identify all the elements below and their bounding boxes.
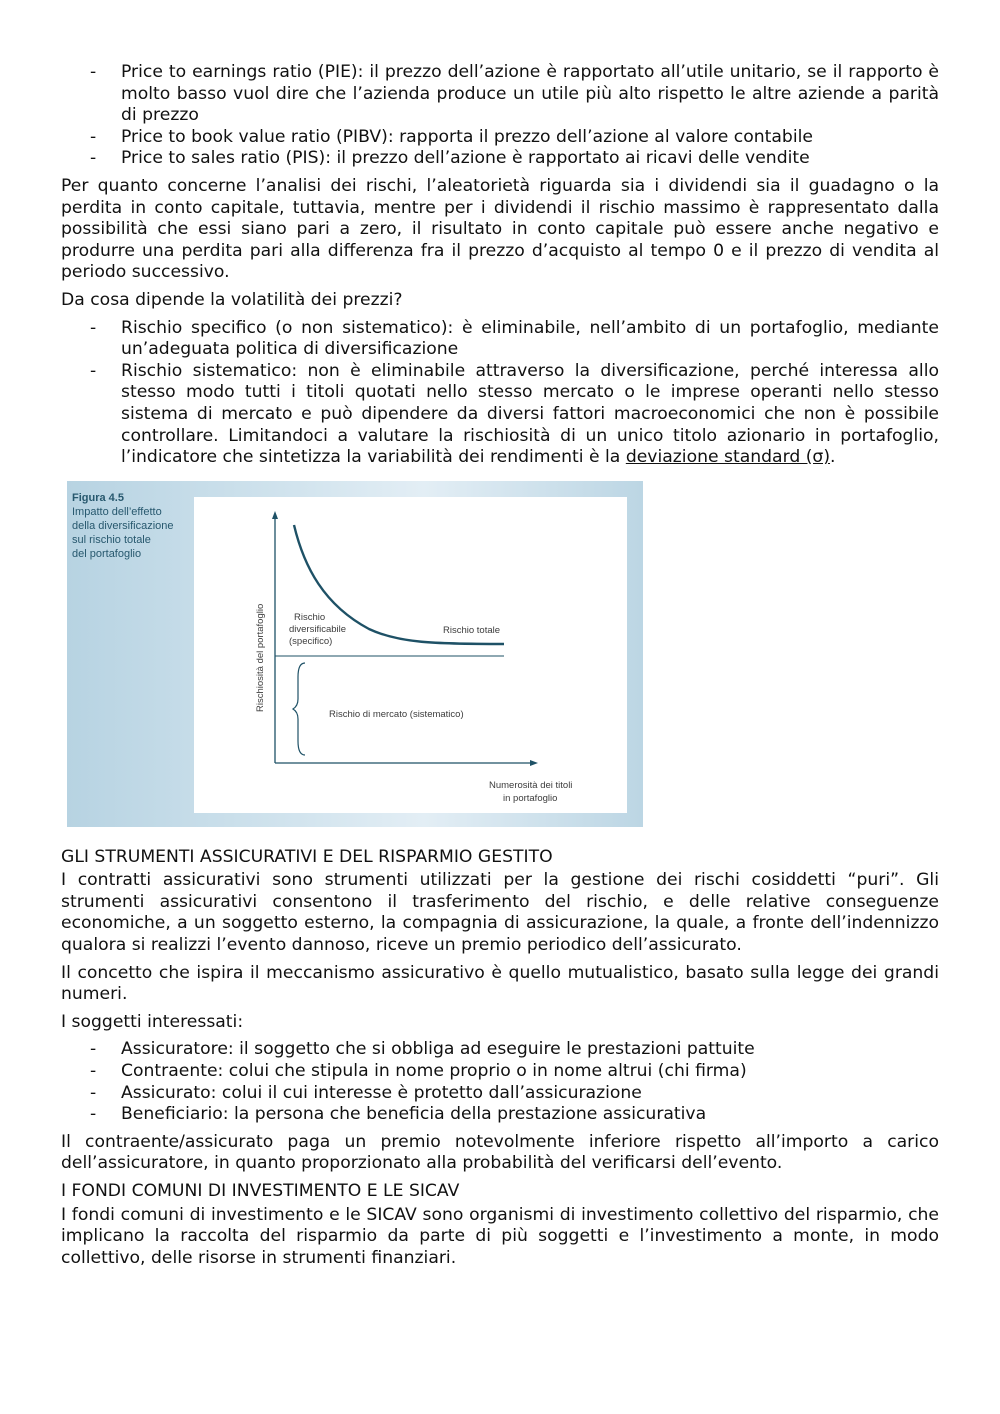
ratio-list xyxy=(61,62,939,170)
caption-line: del portafoglio xyxy=(72,547,142,560)
document-page xyxy=(61,62,939,1275)
x-axis-arrow-icon xyxy=(530,760,538,766)
list-item: - Contraente: colui che stipula in nome proprio o in nome altrui (chi firma) xyxy=(121,1061,939,1083)
systematic-text: Rischio sistematico: non è eliminabile attraverso la diversificazione, perché interessa allo stesso modo tutti i titoli quotati nello stesso mercato o le imprese operanti nello stesso sistema di mercato e può dipendere da diversi fattori macroeconomici che non è possibile controllare. Limitandoci a valutare la rischiosità di un unico titolo azionario in portafoglio, l’indicatore che sintetizza la variabilità dei rendimenti è la xyxy=(121,360,939,468)
y-axis-label: Rischiosità del portafoglio xyxy=(255,603,266,712)
list-item: - Price to earnings ratio (PIE): il prezzo dell’azione è rapportato all’utile unitario, se il rapporto è molto basso vuol dire che l’azienda produce un utile più alto rispetto le altre aziende a parità di prezzo xyxy=(121,62,939,127)
list-item: - Beneficiario: la persona che beneficia della prestazione assicurativa xyxy=(121,1104,939,1126)
diversifiable-risk-label: (specifico) xyxy=(289,635,333,647)
figure-plot-area xyxy=(194,497,627,813)
caption-line: sul rischio totale xyxy=(72,533,151,546)
section-heading: I FONDI COMUNI DI INVESTIMENTO E LE SICAV xyxy=(61,1181,460,1201)
y-axis-arrow-icon xyxy=(272,511,278,519)
paragraph: I soggetti interessati: xyxy=(61,1011,244,1032)
figure-number: Figura 4.5 xyxy=(72,491,124,504)
paragraph: I fondi comuni di investimento e le SICAV sono organismi di investimento collettivo del risparmio, che implicano la raccolta del risparmio da parte di più soggetti e l’investimento a monte, in modo collettivo, delle risorse in strumenti finanziari. xyxy=(61,1204,939,1268)
total-risk-label: Rischio totale xyxy=(443,624,501,636)
caption-line: Impatto dell’effetto xyxy=(72,505,162,518)
paragraph: Il contraente/assicurato paga un premio notevolmente inferiore rispetto all’importo a carico dell’assicuratore, in quanto proporzionato alla probabilità del verificarsi dell’evento. xyxy=(61,1131,939,1174)
insurance-parties-list xyxy=(61,1039,939,1125)
figure-diversification xyxy=(67,481,643,827)
x-axis-label: Numerosità dei titoli xyxy=(489,779,573,791)
market-risk-brace xyxy=(293,663,305,755)
standard-deviation-term: deviazione standard (σ) xyxy=(625,447,831,468)
volatility-list xyxy=(61,318,939,469)
caption-line: della diversificazione xyxy=(72,519,174,532)
diversifiable-risk-label: diversificabile xyxy=(289,623,347,635)
x-axis-label: in portafoglio xyxy=(503,792,558,804)
volatility-question: Da cosa dipende la volatilità dei prezzi? xyxy=(61,289,403,310)
figure-side-panel xyxy=(67,481,191,827)
diversifiable-risk-label: Rischio xyxy=(294,611,326,623)
list-item xyxy=(121,361,939,469)
paragraph: Il concetto che ispira il meccanismo assicurativo è quello mutualistico, basato sulla legge dei grandi numeri. xyxy=(61,962,939,1005)
list-item: - Assicuratore: il soggetto che si obbliga ad eseguire le prestazioni pattuite xyxy=(121,1039,939,1061)
paragraph: I contratti assicurativi sono strumenti utilizzati per la gestione dei rischi cosiddetti “puri”. Gli strumenti assicurativi consentono il trasferimento del rischio, e delle relative conseguenze economiche, a un soggetto esterno, la compagnia di assicurazione, la quale, a fronte dell’indennizzo qualora si realizzi l’evento dannoso, riceve un premio periodico dell’assicurato. xyxy=(61,870,939,956)
list-item: - Assicurato: colui il cui interesse è protetto dall’assicurazione xyxy=(121,1083,939,1105)
figure-caption xyxy=(72,491,187,561)
section-heading: GLI STRUMENTI ASSICURATIVI E DEL RISPARMIO GESTITO xyxy=(61,846,553,867)
risk-paragraph: Per quanto concerne l’analisi dei rischi, l’aleatorietà riguarda sia i dividendi sia il guadagno o la perdita in conto capitale, tuttavia, mentre per i dividendi il rischio massimo è rappresentato dalla possibilità che essi siano pari a zero, il risultato in conto capitale può essere anche negativo e produrre una perdita pari alla differenza fra il prezzo d’acquisto al tempo 0 e il prezzo di vendita al periodo successivo. xyxy=(61,175,939,283)
diversification-diagram xyxy=(194,497,627,813)
list-item: - Rischio specifico (o non sistematico): è eliminabile, nell’ambito di un portafoglio, mediante un’adeguata politica di diversificazione xyxy=(121,318,939,361)
market-risk-label: Rischio di mercato (sistematico) xyxy=(329,708,464,720)
list-item: - Price to sales ratio (PIS): il prezzo dell’azione è rapportato ai ricavi delle vendite xyxy=(121,148,939,170)
sentence-end: . xyxy=(830,447,836,468)
list-item: - Price to book value ratio (PIBV): rapporta il prezzo dell’azione al valore contabile xyxy=(121,127,939,149)
